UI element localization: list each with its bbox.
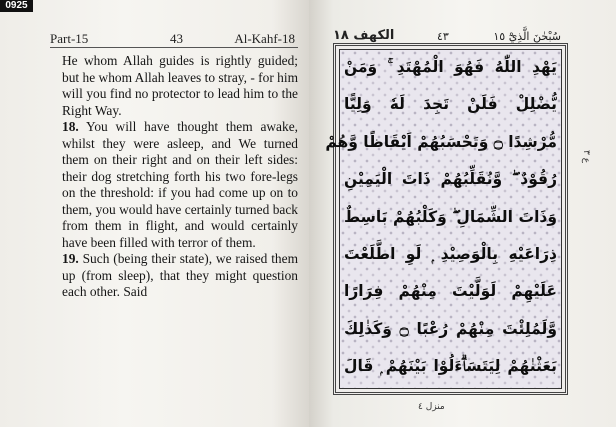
rukuh-marker: ع ٣ [581,150,591,164]
arabic-surah-label: الكهف ١٨ [333,28,395,43]
verse-number: 19. [62,251,79,266]
translation-text [62,53,298,301]
scan-label-badge: 0925 [0,0,33,12]
arabic-line: ذِرَاعَيْهِ بِالْوَصِيْدِ ۭ لَوِ اطَّلَعْتَ [344,244,557,263]
arabic-line: رُقُوْدٌ ۖ وَّنُقَلِّبُهُمْ ذَاتَ الْيَمِيْنِ [344,170,557,189]
part-label: Part-15 [50,31,89,46]
arabic-page-number: ٤٣ [437,30,449,43]
arabic-line: يَهْدِ اللّٰهُ فَهُوَ الْمُهْتَدِ ۚ وَمَنْ [344,58,557,76]
translation-paragraph [62,53,298,119]
verse-text: You will have thought them awake, whilst they were asleep, and We turned them on their right and on their left sides: their dog stretching forth his two fore-legs on the threshold: if you had come up on to them, you would have certainly turned back from them in flight, and would certainly have been filled with terror of them. [62,119,298,250]
verse-number: 18. [62,119,79,134]
manzil-footer: منزل ٤ [418,402,445,412]
header-divider [50,47,298,48]
page-number: 43 [170,31,183,46]
arabic-line: وَّلَمُلِئْتَ مِنْهُمْ رُعْبًا ۝ وَكَذٰلِكَ [344,319,557,338]
quran-text-block [325,49,562,389]
translation-paragraph [62,119,298,251]
verse-text: Such (being their state), we raised them up (from sleep), that they might question each other. Said [62,251,298,299]
verse-text: He whom Allah guides is rightly guided; but he whom Allah leaves to stray, - for him will you find no protector to lead him to the Right Way. [62,53,298,118]
translation-paragraph [62,251,298,301]
arabic-line: يُّضْلِلْ فَلَنْ تَجِدَ لَهٗ وَلِيًّا [344,95,557,114]
surah-label: Al-Kahf-18 [234,31,295,46]
arabic-line: وَذَاتَ الشِّمَالِ ۖ وَكَلْبُهُمْ بَاسِطٌ [344,207,557,226]
arabic-line: مُّرْشِدًا ۝ وَتَحْسَبُهُمْ اَيْقَاظًا وَّهُمْ [325,132,557,151]
quran-text-frame [325,43,568,395]
arabic-line: عَلَيْهِمْ لَوَلَّيْتَ مِنْهُمْ فِرَارًا [344,282,557,301]
left-page-header [50,31,295,47]
juz-label: سُبْحٰنَ الَّذِيْٓ ١٥ [493,30,561,43]
arabic-line: بَعَثْنٰهُمْ لِيَتَسَاۗءَلُوْا بَيْنَهُمْ ۭ قَالَ [344,357,557,375]
